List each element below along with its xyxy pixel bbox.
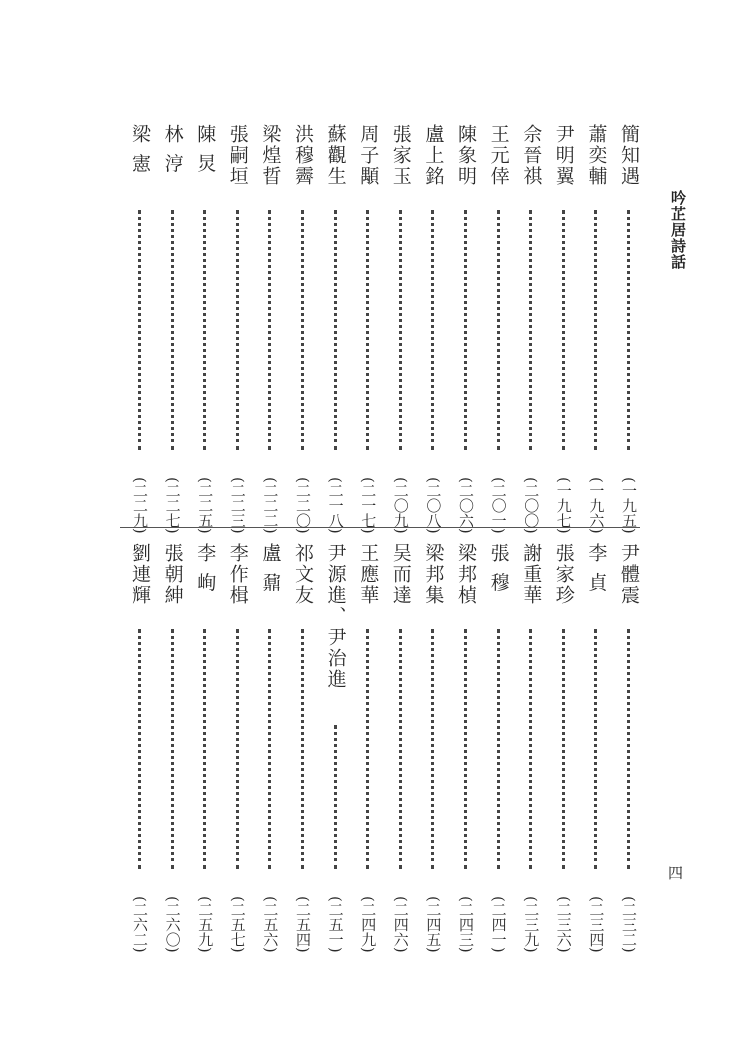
entry-page: (二一八) <box>326 477 345 534</box>
entry-name: 張 穆 <box>487 543 510 594</box>
entry-page: (一九五) <box>620 477 638 534</box>
toc-entry <box>291 124 315 534</box>
leader-dots <box>366 629 369 869</box>
entry-page: (二三九) <box>522 896 541 953</box>
entry-name: 簡知遇 <box>618 124 640 187</box>
leader-dots <box>301 210 304 450</box>
leader-dots <box>334 210 337 450</box>
entry-page: (二六二) <box>131 896 149 953</box>
toc-entry <box>161 543 185 953</box>
leader-dots <box>529 629 532 869</box>
toc-entry <box>389 124 413 534</box>
leader-dots <box>594 210 597 450</box>
entry-name: 李 峋 <box>194 543 217 594</box>
entry-page: (二二七) <box>163 477 182 534</box>
toc-entry <box>454 124 478 534</box>
leader-dots <box>464 629 467 869</box>
entry-page: (二六〇) <box>163 896 182 953</box>
entry-name: 尹體震 <box>618 543 640 606</box>
entry-name: 尹明翼 <box>552 124 575 187</box>
entry-name: 林 涥 <box>161 124 184 175</box>
leader-dots <box>236 629 239 869</box>
entry-name: 周子顒 <box>357 124 380 187</box>
entry-name: 蘇觀生 <box>324 124 347 187</box>
entry-page: (二五七) <box>228 896 247 953</box>
entry-page: (二五四) <box>294 896 312 953</box>
leader-dots <box>464 210 467 450</box>
leader-dots <box>497 629 500 869</box>
entry-page: (二五九) <box>196 896 215 953</box>
entry-name: 張家珍 <box>552 543 575 606</box>
toc-entry <box>519 124 543 534</box>
entry-page: (二三二) <box>620 896 638 953</box>
entry-name: 陳 炅 <box>194 124 217 175</box>
leader-dots <box>268 629 271 869</box>
leader-dots <box>138 210 141 450</box>
toc-entry <box>552 543 576 953</box>
entry-name: 盧 鼐 <box>259 543 282 594</box>
toc-entry <box>356 124 380 534</box>
entry-name: 王應華 <box>357 543 380 606</box>
entry-page: (二二三) <box>228 477 247 534</box>
entry-name: 陳象明 <box>455 124 477 187</box>
toc-entry <box>291 543 315 953</box>
leader-dots <box>562 629 565 869</box>
entry-page: (二四六) <box>391 896 410 953</box>
leader-dots <box>529 210 532 450</box>
entry-page: (二〇〇) <box>522 477 541 534</box>
toc-entry <box>617 124 641 534</box>
entry-name: 洪穆霽 <box>292 124 314 187</box>
toc-entry <box>226 543 250 953</box>
entry-page: (二四一) <box>489 896 508 953</box>
entry-name: 佘晉祺 <box>520 124 543 187</box>
toc-entry <box>128 543 152 953</box>
leader-dots <box>399 210 402 450</box>
leader-dots <box>431 210 434 450</box>
leader-dots <box>366 210 369 450</box>
entry-page: (二五一) <box>326 896 345 953</box>
toc-entry <box>421 543 445 953</box>
leader-dots <box>334 725 337 869</box>
toc-entry <box>161 124 185 534</box>
toc-entry <box>193 124 217 534</box>
entry-page: (二二〇) <box>294 477 312 534</box>
entry-name: 尹源進、尹治進 <box>324 543 347 690</box>
leader-dots <box>171 210 174 450</box>
toc-entry <box>487 124 511 534</box>
entry-name: 梁 憲 <box>129 124 151 175</box>
toc-entry <box>552 124 576 534</box>
toc-entry <box>324 124 348 534</box>
entry-name: 梁邦楨 <box>455 543 477 606</box>
leader-dots <box>203 629 206 869</box>
entry-page: (一九七) <box>554 477 573 534</box>
entry-name: 張家玉 <box>389 124 412 187</box>
leader-dots <box>399 629 402 869</box>
entry-page: (二一七) <box>359 477 378 534</box>
entry-name: 張嗣垣 <box>226 124 249 187</box>
toc-entry <box>258 543 282 953</box>
toc-entry <box>193 543 217 953</box>
entry-name: 劉連輝 <box>129 543 151 606</box>
toc-entry <box>226 124 250 534</box>
leader-dots <box>431 629 434 869</box>
entry-page: (二四三) <box>457 896 475 953</box>
toc-entry <box>584 124 608 534</box>
toc-entry <box>454 543 478 953</box>
toc-entry <box>324 543 348 953</box>
entry-page: (二二二) <box>261 477 280 534</box>
toc-entry <box>584 543 608 953</box>
toc-entry <box>487 543 511 953</box>
leader-dots <box>138 629 141 869</box>
page-number: 四 <box>668 864 684 882</box>
entry-name: 張朝紳 <box>161 543 184 606</box>
book-title: 吟芷居詩話 <box>669 190 687 270</box>
toc-entry <box>421 124 445 534</box>
entry-name: 梁煌晢 <box>259 124 282 187</box>
leader-dots <box>268 210 271 450</box>
leader-dots <box>562 210 565 450</box>
leader-dots <box>236 210 239 450</box>
entry-name: 盧上銘 <box>422 124 445 187</box>
entry-page: (二〇八) <box>424 477 443 534</box>
entry-name: 吴而達 <box>389 543 412 606</box>
leader-dots <box>203 210 206 450</box>
entry-name: 祁文友 <box>292 543 314 606</box>
leader-dots <box>497 210 500 450</box>
entry-page: (二〇一) <box>489 477 508 534</box>
leader-dots <box>301 629 304 869</box>
entry-page: (二五六) <box>261 896 280 953</box>
entry-page: (二二五) <box>196 477 215 534</box>
toc-entry <box>258 124 282 534</box>
entry-name: 蕭奕輔 <box>585 124 608 187</box>
entry-page: (二二九) <box>131 477 149 534</box>
entry-name: 梁邦集 <box>422 543 445 606</box>
entry-name: 李 貞 <box>585 543 608 594</box>
entry-name: 李作楫 <box>226 543 249 606</box>
leader-dots <box>171 629 174 869</box>
toc-entry <box>519 543 543 953</box>
toc-entry <box>356 543 380 953</box>
entry-page: (二〇六) <box>457 477 475 534</box>
entry-name: 王元倖 <box>487 124 510 187</box>
toc-entry <box>617 543 641 953</box>
leader-dots <box>594 629 597 869</box>
toc-entry <box>128 124 152 534</box>
leader-dots <box>627 210 630 450</box>
entry-page: (一九六) <box>587 477 606 534</box>
entry-page: (二四五) <box>424 896 443 953</box>
toc-entry <box>389 543 413 953</box>
entry-page: (二四九) <box>359 896 378 953</box>
entry-page: (二三四) <box>587 896 606 953</box>
leader-dots <box>627 629 630 869</box>
entry-page: (二〇九) <box>391 477 410 534</box>
entry-page: (二三六) <box>554 896 573 953</box>
entry-name: 謝重華 <box>520 543 543 606</box>
